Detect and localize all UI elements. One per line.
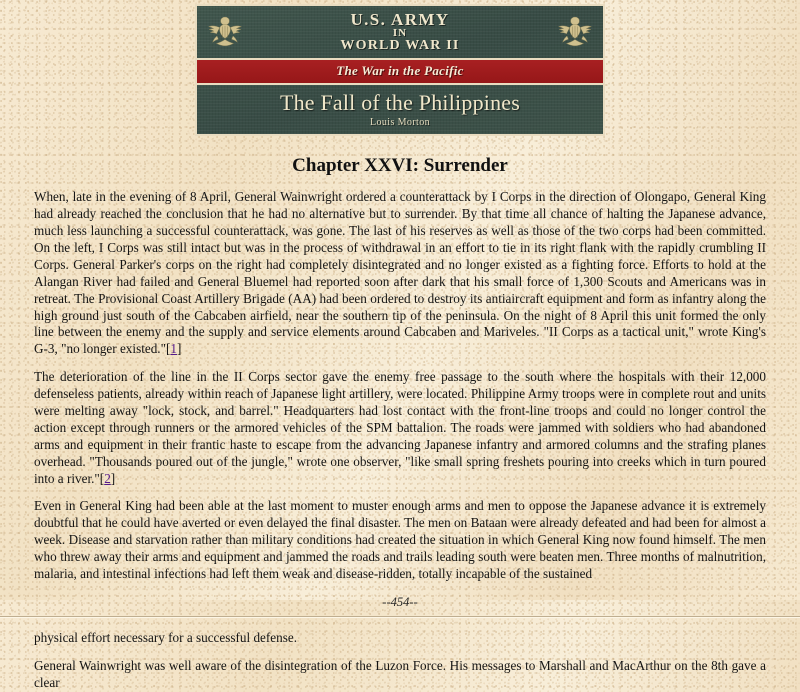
series-title xyxy=(340,11,459,54)
page-number-marker: --454-- xyxy=(382,594,418,609)
document-body-continued xyxy=(0,630,800,692)
banner-bottom-section xyxy=(197,85,603,134)
paragraph-2-text-tail: ] xyxy=(110,470,116,486)
paragraph-1 xyxy=(34,189,766,358)
paragraph-2 xyxy=(34,369,766,487)
us-army-seal-icon-right xyxy=(555,12,595,52)
series-banner xyxy=(195,4,605,136)
series-title-line2: IN xyxy=(392,26,408,39)
subseries-band xyxy=(197,58,603,85)
series-title-line1: U.S. ARMY xyxy=(350,9,450,29)
footnote-link-1[interactable]: 1 xyxy=(170,341,177,357)
document-body xyxy=(0,189,800,610)
banner-container xyxy=(0,0,800,136)
book-author: Louis Morton xyxy=(369,117,431,129)
paragraph-1-text: When, late in the evening of 8 April, General Wainwright ordered a counterattack by I Corps in the direction of Olongapo, General King had already reached the conclusion that he had no alternative but to surrender. By that time all chance of halting the Japanese advance, much less launching a successful counterattack, was gone. The last of his reserves as well as those of the two corps had been committed. On the left, I Corps was still intact but was in the process of withdrawal in an effort to tie in its right flank with the rapidly crumbling II Corps. General Parker's corps on the right had completely disintegrated and no longer existed as a fighting force. Efforts to hold at the Alangan River had failed and General Bluemel had reported soon after dark that his small force of 1,300 Scouts and Americans was in retreat. The Provisional Coast Artillery Brigade (AA) had been ordered to destroy its antiaircraft equipment and form as infantry along the high ground just south of the Cabcaben airfield, near the southern tip of the peninsula. On the night of 8 April this unit formed the only line between the enemy and the supply and service elements around Cabcaben and Mariveles. "II Corps as a tactical unit," wrote King's G-3, "no longer existed."[ xyxy=(34,189,766,357)
paragraph-3: Even in General King had been able at the last moment to muster enough arms and men to oppose the Japanese advance it is extremely doubtful that he could have averted or even delayed the final disaster. The men on Bataan were already defeated and had been for almost a week. Disease and starvation rather than military conditions had created the situation in which General King now found himself. The men who threw away their arms and equipment and jammed the roads and trails leading south were beaten men. Three months of malnutrition, malaria, and intestinal infections had left them weak and disease-ridden, totally incapable of the sustained xyxy=(34,498,766,581)
us-army-seal-icon-left xyxy=(205,12,245,52)
page-title: Chapter XXVI: Surrender xyxy=(292,155,508,177)
book-title: The Fall of the Philippines xyxy=(279,90,521,115)
series-title-line3: WORLD WAR II xyxy=(340,38,460,54)
footnote-link-2[interactable]: 2 xyxy=(104,470,111,486)
subseries-title: The War in the Pacific xyxy=(336,63,464,78)
paragraph-4: physical effort necessary for a successful defense. xyxy=(34,629,298,645)
paragraph-2-text: The deterioration of the line in the II Corps sector gave the enemy free passage to the south where the hospitals with their 12,000 defenseless patients, already within reach of Japanese light artillery, were located. Philippine Army troops were in complete rout and units were melting away "lock, stock, and barrel." Headquarters had lost contact with the front-line troops and could no longer control the action except through runners or the armored vehicles of the SPM battalion. The roads were jammed with soldiers who had abandoned arms and equipment in their frantic haste to escape from the advancing Japanese infantry and armored columns and the strafing planes overhead. "Thousands poured out of the jungle," wrote one observer, "like small spring freshets pouring into creeks which in turn poured into a river."[ xyxy=(34,369,766,486)
paragraph-5: General Wainwright was well aware of the disintegration of the Luzon Force. His messages to Marshall and MacArthur on the 8th gave a clear xyxy=(34,657,766,690)
page-break-divider xyxy=(0,616,800,618)
banner-top-section xyxy=(197,6,603,58)
paragraph-1-text-tail: ] xyxy=(176,341,182,357)
